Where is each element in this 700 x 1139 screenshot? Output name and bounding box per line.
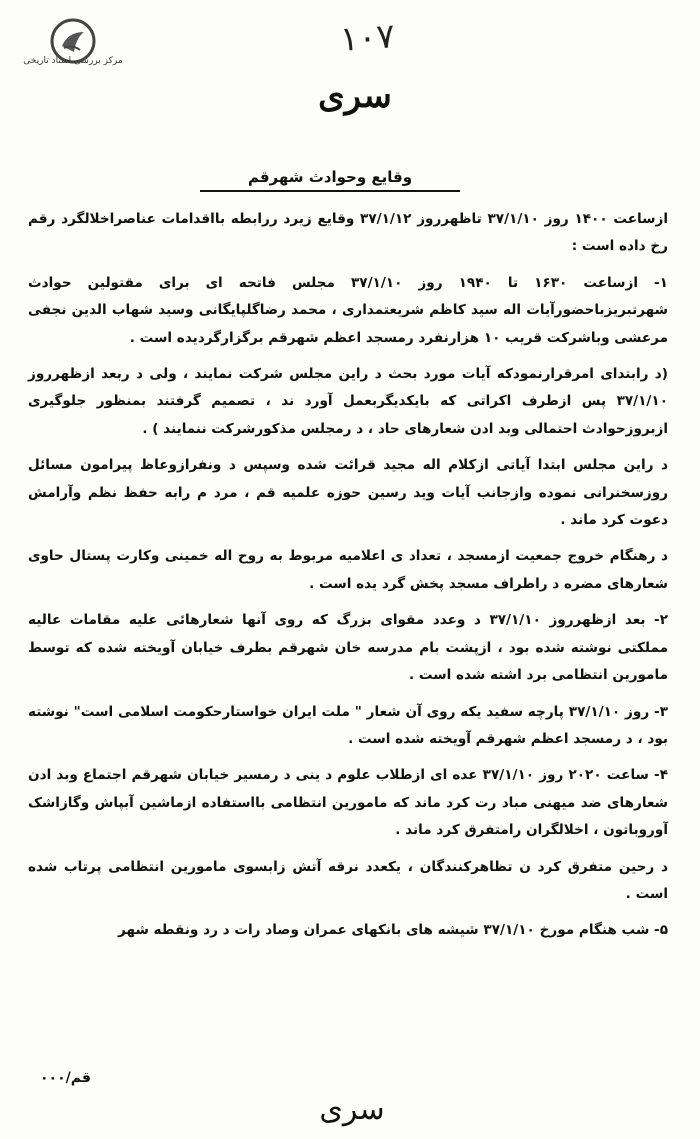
classification-header: سری [318, 76, 392, 116]
paragraph-ceremony: د راین مجلس ابتدا آیاتی ازکلام اله مجید قرائت شده وسپس د ونفرازوعاظ پیرامون مسائل روزسخنرانی نموده وازجانب آیات وید رسین حوزه علمیه قم ، مرد م رابه حفظ نظم وآرامش دعوت کرد ماند . [28, 457, 668, 529]
paragraph-item-4: ۴- ساعت ۲۰۲۰ روز ۳۷/۱/۱۰ عده ای ازطلاب علوم د ینی د رمسیر خیابان شهرقم اجتماع وبد ادن شعارهای ضد میهنی مباد رت کرد ماند که مامورین انتظامی بااستفاده ازماشین آبپاش وگازاشک آوروباتون ، اخلالگران رامتفرق کرد ماند . [28, 767, 669, 839]
paragraph-item-1: ۱- ازساعت ۱۶۳۰ تا ۱۹۴۰ روز ۳۷/۱/۱۰ مجلس فاتحه ای برای مقتولین حوادث شهرتبریزباحضورآیات اله سید کاظم شریعتمداری ، محمد رضاگلپایگانی وسید شهاب الدین نجفی مرعشی وباشرکت قریب ۱۰ هزارنفرد رمسجد اعظم شهرقم برگزارگردیده است . [28, 274, 668, 346]
paragraph-item-3: ۳- روز ۳۷/۱/۱۰ پارچه سفید یکه روی آن شعار " ملت ایران خواستارحکومت اسلامی است" نوشته بود ، د رمسجد اعظم شهرقم آویخته شده است . [28, 703, 668, 747]
paragraph-item-5: ۵- شب هنگام مورخ ۳۷/۱/۱۰ شیشه های بانکهای عمران وصاد رات د رد ونقطه شهر [118, 922, 668, 939]
handwritten-page-number: ۱۰۷ [338, 16, 397, 60]
paragraph-note: (د رابتدای امرقرارنمودکه آیات مورد بحث د راین مجلس شرکت نمایند ، ولی د ربعد ازظهرروز ۳۷/۱/۱۰ پس ازطرف اکراتی که بایکدیگربعمل آورد ند ، تصمیم گرفتند بمنظور جلوگیری ازبروزحوادث احتمالی وبد ادن شعارهای حاد ، د رمجلس مذکورشرکت ننمایند ) . [28, 366, 668, 437]
classification-footer: سری [319, 1092, 385, 1127]
archive-name: مرکز بررسی اسناد تاریخی [23, 56, 123, 66]
paragraph-dispersal: د رحین متفرق کرد ن تظاهرکنندگان ، یکعدد نرقه آتش زابسوی مامورین انتظامی پرتاب شده است . [28, 858, 668, 902]
paragraph-item-2: ۲- بعد ازظهرروز ۳۷/۱/۱۰ د وعدد مقوای بزرگ که روی آنها شعارهائی علیه مقامات عالیه مملکتی نوشته شده بود ، ازپشت بام مدرسه خان شهرقم بطرف خیابان آویخته شده که توسط مامورین انتظامی برد اشته شده است . [28, 612, 668, 684]
reference-code: قم/۰۰۰ [40, 1070, 91, 1086]
document-title: وقایع وحوادث شهرقم [200, 168, 460, 192]
document-body [28, 206, 668, 954]
paragraph-intro: ازساعت ۱۴۰۰ روز ۳۷/۱/۱۰ تاظهرروز ۳۷/۱/۱۲ وقایع زیرد ررابطه بااقدامات عناصراخلالگرد رقم رخ داده است : [28, 211, 668, 255]
paragraph-exit: د رهنگام خروج جمعیت ازمسجد ، تعداد ی اعلامیه مربوط به روح اله خمینی وکارت پستال حاوی شعارهای مضره د راطراف مسجد پخش گرد یده است . [28, 548, 668, 592]
